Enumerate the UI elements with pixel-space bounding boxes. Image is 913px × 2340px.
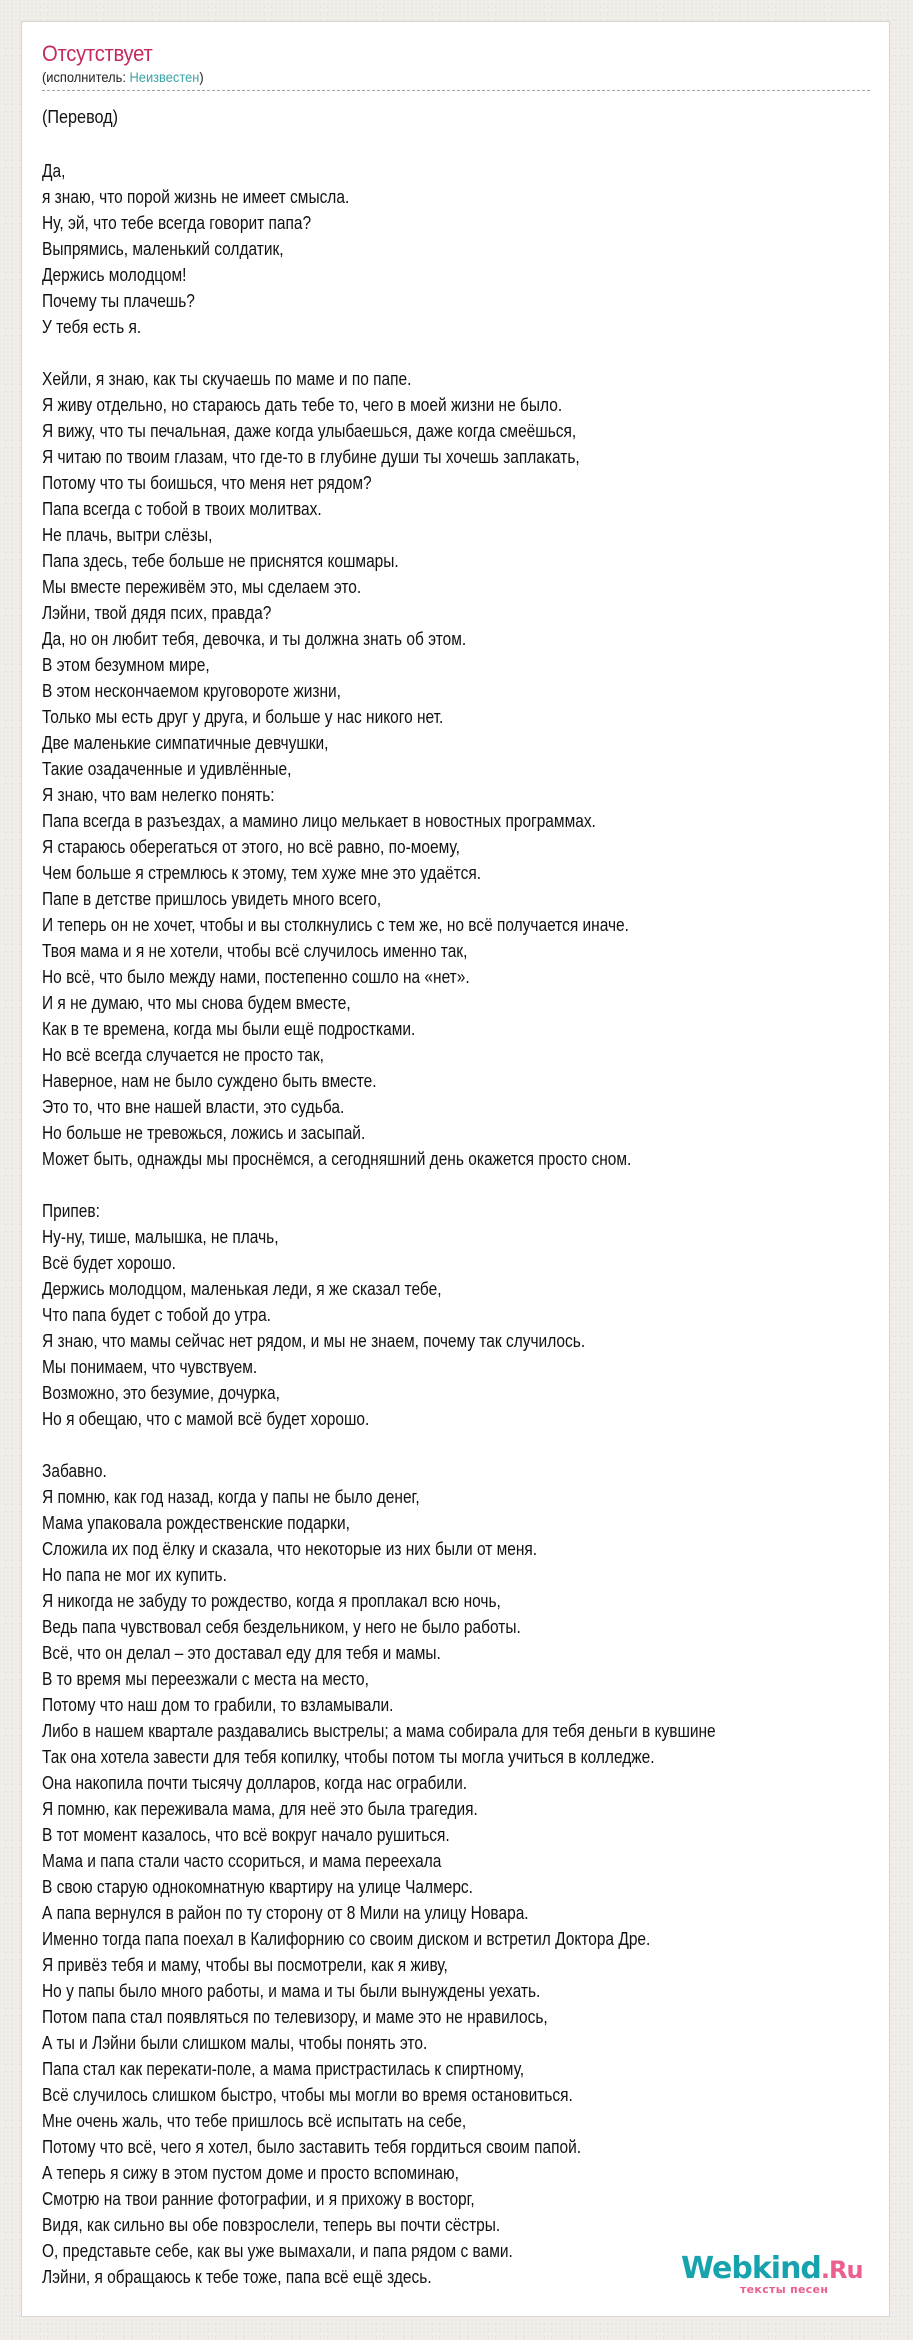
lyric-line: Лэйни, я обращаюсь к тебе тоже, папа всё ещё здесь. — [42, 2267, 432, 2287]
stanza-verse1 — [42, 158, 913, 340]
lyrics-body — [42, 158, 913, 2290]
lyric-line: Я вижу, что ты печальная, даже когда улыбаешься, даже когда смеёшься, — [42, 421, 577, 441]
lyric-line: Но всё, что было между нами, постепенно сошло на «нет». — [42, 967, 470, 987]
lyric-line: Припев: — [42, 1201, 100, 1221]
lyric-line: Смотрю на твои ранние фотографии, и я прихожу в восторг, — [42, 2189, 475, 2209]
lyric-line: Я читаю по твоим глазам, что где-то в глубине души ты хочешь заплакать, — [42, 447, 580, 467]
lyric-line: Потому что ты боишься, что меня нет рядом? — [42, 473, 372, 493]
stanza-verse2 — [42, 366, 913, 1172]
lyric-line: Может быть, однажды мы проснёмся, а сегодняшний день окажется просто сном. — [42, 1149, 632, 1169]
lyric-line: Сложила их под ёлку и сказала, что некоторые из них были от меня. — [42, 1539, 538, 1559]
lyric-line: Я знаю, что мамы сейчас нет рядом, и мы не знаем, почему так случилось. — [42, 1331, 586, 1351]
stanza-chorus — [42, 1198, 913, 1432]
lyric-line: Папа здесь, тебе больше не приснятся кошмары. — [42, 551, 399, 571]
stanza-verse3 — [42, 1458, 913, 2290]
stanza-break — [42, 1172, 913, 1198]
lyric-line: Но у папы было много работы, и мама и ты были вынуждены уехать. — [42, 1981, 541, 2001]
lyric-line: Что папа будет с тобой до утра. — [42, 1305, 271, 1325]
lyric-line: Мы понимаем, что чувствуем. — [42, 1357, 258, 1377]
lyric-line: В то время мы переезжали с места на место, — [42, 1669, 369, 1689]
lyric-line: Так она хотела завести для тебя копилку, чтобы потом ты могла учиться в колледже. — [42, 1747, 655, 1767]
logo-tld: .Ru — [820, 2256, 863, 2284]
lyric-line: Я никогда не забуду то рождество, когда я проплакал всю ночь, — [42, 1591, 501, 1611]
logo-name: Webkind — [681, 2251, 821, 2286]
lyric-line: Да, — [42, 161, 66, 181]
lyric-line: Держись молодцом, маленькая леди, я же сказал тебе, — [42, 1279, 442, 1299]
logo-wordmark — [681, 2252, 863, 2287]
lyric-line: Как в те времена, когда мы были ещё подростками. — [42, 1019, 416, 1039]
lyric-line: У тебя есть я. — [42, 317, 142, 337]
stanza-break — [42, 340, 913, 366]
song-title: Отсутствует — [42, 41, 153, 66]
lyric-line: Но больше не тревожься, ложись и засыпай. — [42, 1123, 366, 1143]
lyric-line: Папа всегда в разъездах, а мамино лицо мелькает в новостных программах. — [42, 811, 596, 831]
lyric-line: Я стараюсь оберегаться от этого, но всё равно, по-моему, — [42, 837, 460, 857]
lyric-line: Всё будет хорошо. — [42, 1253, 176, 1273]
lyric-line: Потому что наш дом то грабили, то взламывали. — [42, 1695, 394, 1715]
lyric-line: А ты и Лэйни были слишком малы, чтобы понять это. — [42, 2033, 428, 2053]
lyrics-card — [21, 21, 890, 2317]
lyric-line: Это то, что вне нашей власти, это судьба. — [42, 1097, 345, 1117]
lyric-line: Мне очень жаль, что тебе пришлось всё испытать на себе, — [42, 2111, 467, 2131]
lyric-line: Всё, что он делал – это доставал еду для тебя и мамы. — [42, 1643, 441, 1663]
lyric-line: Папе в детстве пришлось увидеть много всего, — [42, 889, 382, 909]
lyric-line: Именно тогда папа поехал в Калифорнию со своим диском и встретил Доктора Дре. — [42, 1929, 651, 1949]
lyric-line: Потом папа стал появляться по телевизору, и маме это не нравилось, — [42, 2007, 548, 2027]
lyric-line: В этом безумном мире, — [42, 655, 210, 675]
logo-tagline: тексты песен — [740, 2283, 829, 2296]
artist-suffix: ) — [199, 69, 204, 85]
site-logo[interactable] — [681, 2252, 861, 2296]
lyric-line: Чем больше я стремлюсь к этому, тем хуже мне это удаётся. — [42, 863, 482, 883]
lyric-line: Всё случилось слишком быстро, чтобы мы могли во время остановиться. — [42, 2085, 573, 2105]
lyric-line: Забавно. — [42, 1461, 107, 1481]
lyric-line: Но папа не мог их купить. — [42, 1565, 227, 1585]
lyric-line: И теперь он не хочет, чтобы и вы столкнулись с тем же, но всё получается иначе. — [42, 915, 629, 935]
lyric-line: Видя, как сильно вы обе повзрослели, теперь вы почти сёстры. — [42, 2215, 501, 2235]
lyric-line: А теперь я сижу в этом пустом доме и просто вспоминаю, — [42, 2163, 459, 2183]
lyric-line: Потому что всё, чего я хотел, было заставить тебя гордиться своим папой. — [42, 2137, 582, 2157]
lyric-line: Две маленькие симпатичные девчушки, — [42, 733, 329, 753]
artist-link[interactable]: Неизвестен — [129, 69, 200, 85]
lyric-line: Ведь папа чувствовал себя бездельником, у него не было работы. — [42, 1617, 521, 1637]
lyric-line: Хейли, я знаю, как ты скучаешь по маме и по папе. — [42, 369, 412, 389]
lyric-line: Мама и папа стали часто ссориться, и мама переехала — [42, 1851, 442, 1871]
lyric-line: Я знаю, что вам нелегко понять: — [42, 785, 275, 805]
lyric-line: Не плачь, вытри слёзы, — [42, 525, 213, 545]
song-header — [42, 40, 870, 91]
lyric-line: В этом нескончаемом круговороте жизни, — [42, 681, 341, 701]
lyric-line: Держись молодцом! — [42, 265, 187, 285]
lyric-line: И я не думаю, что мы снова будем вместе, — [42, 993, 351, 1013]
lyric-line: В тот момент казалось, что всё вокруг начало рушиться. — [42, 1825, 450, 1845]
lyric-line: Папа стал как перекати-поле, а мама пристрастилась к спиртному, — [42, 2059, 525, 2079]
lyric-line: О, представьте себе, как вы уже вымахали, и папа рядом с вами. — [42, 2241, 513, 2261]
lyric-line: Твоя мама и я не хотели, чтобы всё случилось именно так, — [42, 941, 468, 961]
lyric-line: Я помню, как год назад, когда у папы не было денег, — [42, 1487, 420, 1507]
lyric-line: Почему ты плачешь? — [42, 291, 195, 311]
lyric-line: А папа вернулся в район по ту сторону от 8 Мили на улицу Новара. — [42, 1903, 529, 1923]
lyric-line: Либо в нашем квартале раздавались выстрелы; а мама собирала для тебя деньги в кувшине — [42, 1721, 716, 1741]
lyric-line: В свою старую однокомнатную квартиру на улице Чалмерс. — [42, 1877, 473, 1897]
lyric-line: Она накопила почти тысячу долларов, когда нас ограбили. — [42, 1773, 468, 1793]
lyric-line: Папа всегда с тобой в твоих молитвах. — [42, 499, 322, 519]
lyric-line: Наверное, нам не было суждено быть вместе. — [42, 1071, 377, 1091]
lyric-line: Выпрямись, маленький солдатик, — [42, 239, 284, 259]
lyric-line: Я помню, как переживала мама, для неё это была трагедия. — [42, 1799, 478, 1819]
lyric-line: Мама упаковала рождественские подарки, — [42, 1513, 350, 1533]
lyric-line: Да, но он любит тебя, девочка, и ты должна знать об этом. — [42, 629, 467, 649]
lyric-line: Возможно, это безумие, дочурка, — [42, 1383, 280, 1403]
lyric-line: Ну, эй, что тебе всегда говорит папа? — [42, 213, 312, 233]
lyric-line: Такие озадаченные и удивлённые, — [42, 759, 292, 779]
lyric-line: Мы вместе переживём это, мы сделаем это. — [42, 577, 362, 597]
lyric-line: я знаю, что порой жизнь не имеет смысла. — [42, 187, 350, 207]
artist-line — [42, 68, 804, 86]
translation-label: (Перевод) — [42, 107, 118, 127]
lyric-line: Ну-ну, тише, малышка, не плачь, — [42, 1227, 279, 1247]
lyric-line: Но всё всегда случается не просто так, — [42, 1045, 324, 1065]
lyric-line: Только мы есть друг у друга, и больше у нас никого нет. — [42, 707, 444, 727]
stanza-break — [42, 1432, 913, 1458]
lyric-line: Лэйни, твой дядя псих, правда? — [42, 603, 272, 623]
artist-prefix: (исполнитель: — [42, 69, 130, 85]
lyric-line: Я живу отдельно, но стараюсь дать тебе то, чего в моей жизни не было. — [42, 395, 563, 415]
lyric-line: Я привёз тебя и маму, чтобы вы посмотрели, как я живу, — [42, 1955, 448, 1975]
lyric-line: Но я обещаю, что с мамой всё будет хорошо. — [42, 1409, 370, 1429]
